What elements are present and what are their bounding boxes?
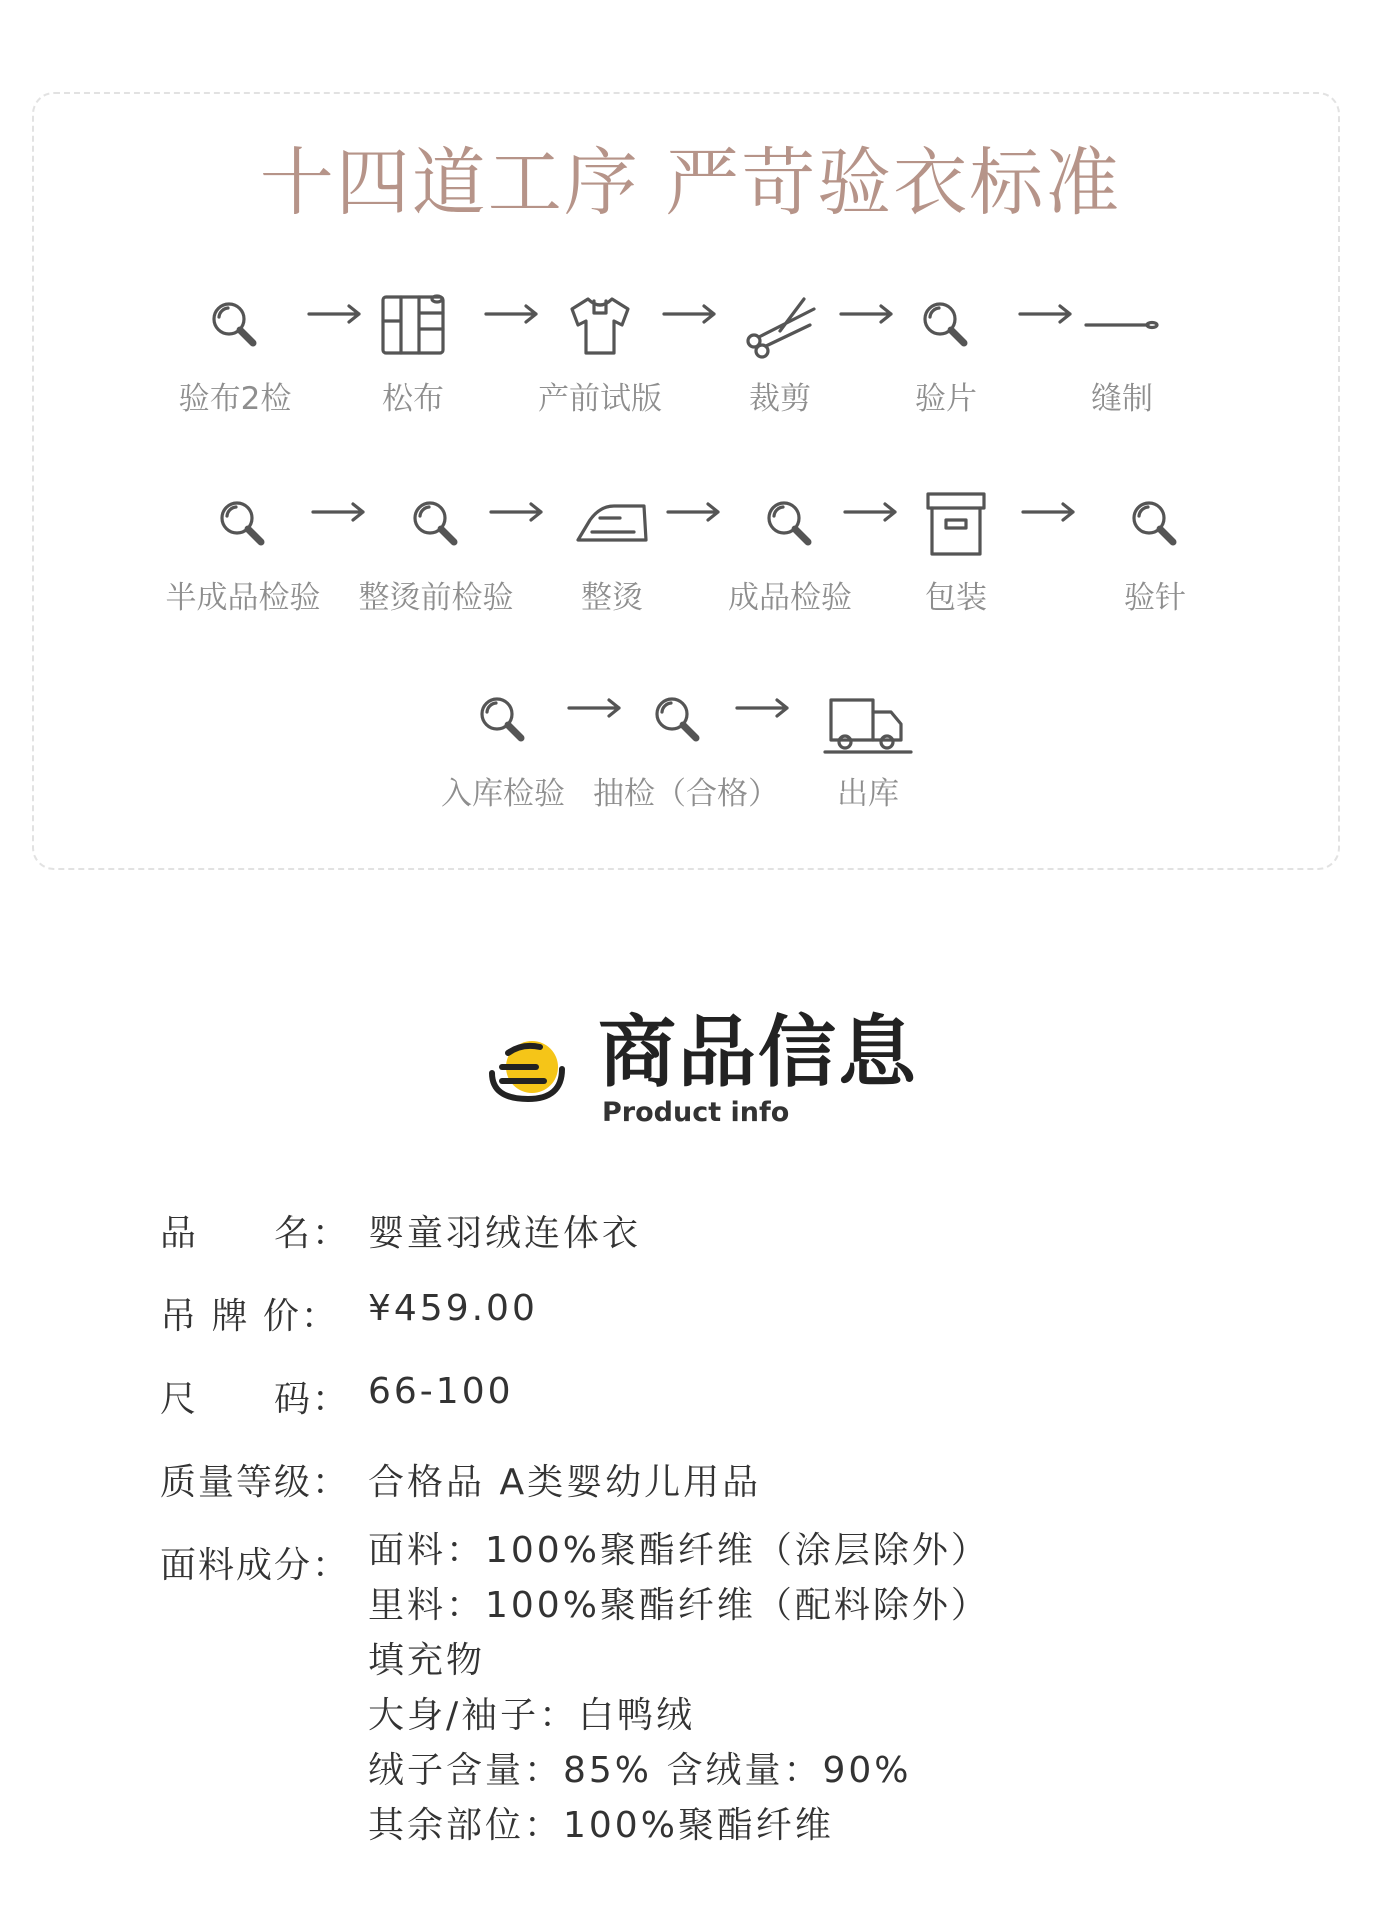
iron-icon <box>572 484 652 564</box>
step-label: 半成品检验 <box>165 580 321 616</box>
info-key: 吊 牌 价： <box>160 1296 339 1337</box>
composition-line: 里料：100%聚酯纤维（配料除外） <box>368 1585 990 1626</box>
composition-line: 绒子含量：85% 含绒量：90% <box>368 1750 912 1791</box>
info-key: 品 名： <box>160 1213 351 1254</box>
product-info-list <box>160 1205 1320 1853</box>
magnifier-icon <box>203 484 283 564</box>
scissors-icon <box>740 285 820 365</box>
step-label: 抽检（合格） <box>593 776 779 812</box>
step-needle-detection <box>1055 484 1255 624</box>
info-value: 婴童羽绒连体衣 <box>368 1213 642 1254</box>
step-label: 验针 <box>1124 580 1186 616</box>
info-value: 66-100 <box>368 1371 514 1412</box>
section-title: 商品信息 <box>598 1008 919 1098</box>
step-label: 整烫 <box>581 580 643 616</box>
magnifier-icon <box>195 285 275 365</box>
step-label: 包装 <box>925 580 987 616</box>
step-label: 入库检验 <box>441 776 565 812</box>
magnifier-icon <box>396 484 476 564</box>
info-row-composition <box>160 1523 1320 1853</box>
composition-line: 面料：100%聚酯纤维（涂层除外） <box>368 1530 990 1571</box>
composition-line: 大身/袖子：白鸭绒 <box>368 1695 696 1736</box>
magnifier-icon <box>638 680 718 760</box>
fabric-roll-icon <box>373 285 453 365</box>
info-value: ¥459.00 <box>368 1288 538 1329</box>
info-key: 质量等级： <box>160 1462 351 1503</box>
info-row-size <box>160 1371 1320 1454</box>
step-label: 松布 <box>382 381 444 417</box>
step-label: 整烫前检验 <box>358 580 514 616</box>
step-sewing <box>1022 285 1222 425</box>
tshirt-icon <box>560 285 640 365</box>
magnifier-icon <box>750 484 830 564</box>
step-label: 缝制 <box>1091 381 1153 417</box>
composition-line: 其余部位：100%聚酯纤维 <box>368 1805 834 1846</box>
box-icon <box>916 484 996 564</box>
process-title: 十四道工序 严苛验衣标准 <box>259 140 1122 226</box>
step-label: 出库 <box>837 776 899 812</box>
needle-icon <box>1082 285 1162 365</box>
step-shipping <box>768 680 968 820</box>
magnifier-icon <box>1115 484 1195 564</box>
info-row-name <box>160 1205 1320 1288</box>
section-header <box>478 1005 918 1135</box>
composition-line: 填充物 <box>368 1640 486 1681</box>
step-label: 验布2检 <box>178 381 292 417</box>
info-value: 合格品 A类婴幼儿用品 <box>368 1462 762 1503</box>
info-key: 面料成分： <box>160 1545 351 1586</box>
info-row-price <box>160 1288 1320 1371</box>
step-label: 验片 <box>915 381 977 417</box>
magnifier-icon <box>463 680 543 760</box>
step-label: 成品检验 <box>728 580 852 616</box>
info-logo-icon <box>478 1023 578 1123</box>
info-key: 尺 码： <box>160 1379 351 1420</box>
step-label: 产前试版 <box>538 381 662 417</box>
step-label: 裁剪 <box>749 381 811 417</box>
section-subtitle: Product info <box>602 1097 790 1128</box>
composition-lines <box>368 1523 1320 1853</box>
magnifier-icon <box>906 285 986 365</box>
truck-icon <box>823 680 913 760</box>
